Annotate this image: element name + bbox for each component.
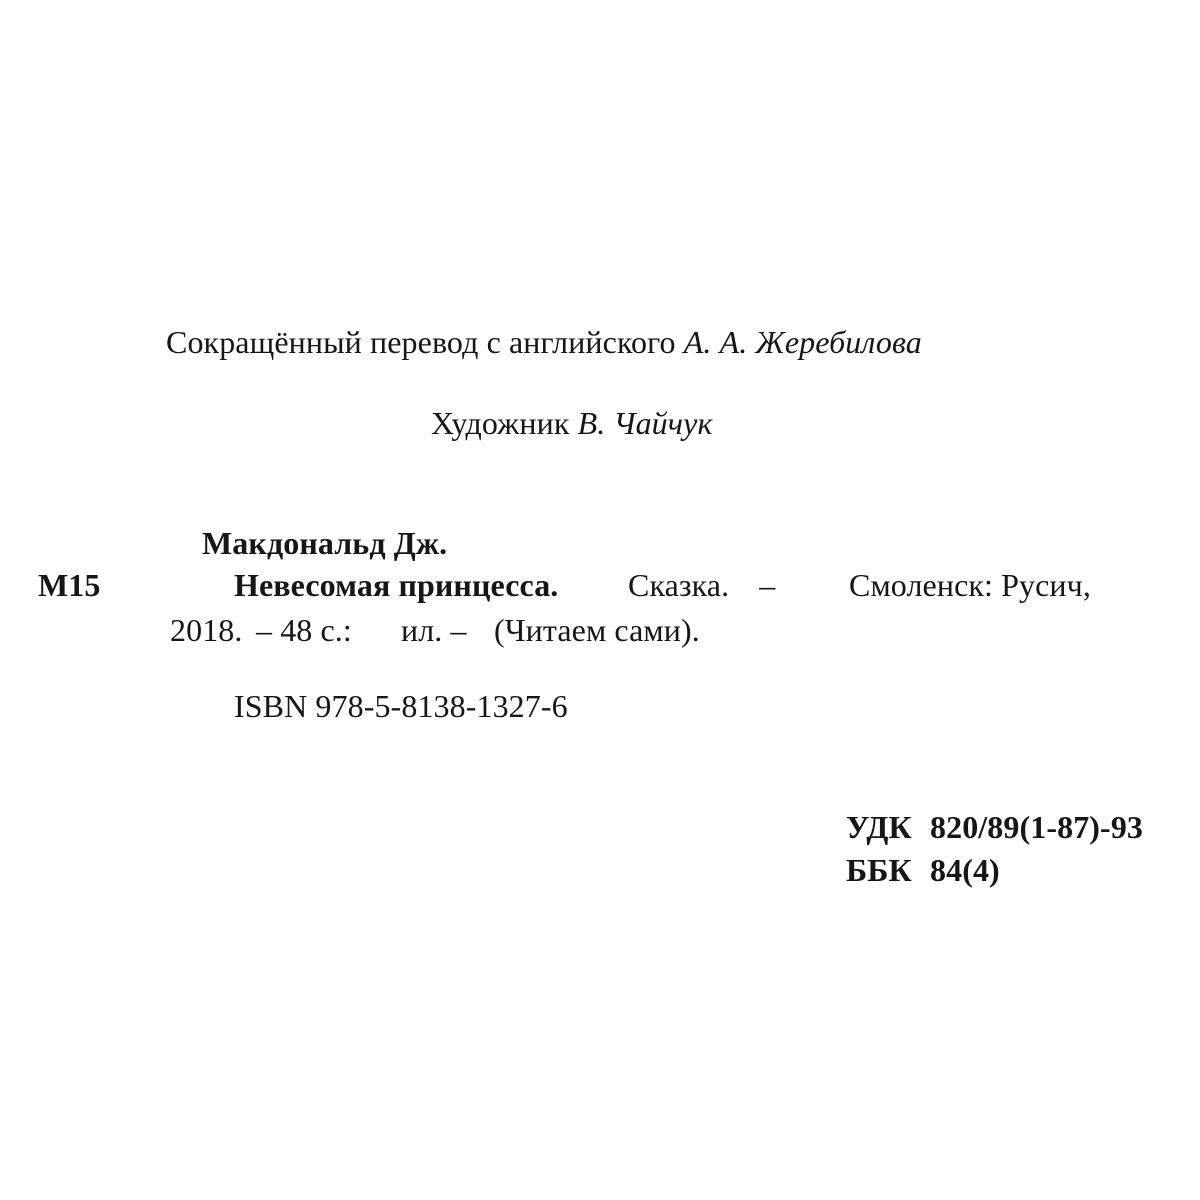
series-name: (Читаем сами). (494, 612, 700, 648)
translation-credit (166, 324, 922, 360)
translator-name: А. А. Жеребилова (683, 324, 922, 360)
artist-name: В. Чайчук (577, 405, 713, 441)
bbk-value: 84(4) (930, 852, 1000, 888)
translation-label: Сокращённый перевод с английского (166, 324, 676, 360)
artist-credit (431, 405, 713, 441)
bibliographic-description-line-2 (170, 612, 700, 648)
publication-year: 2018. (170, 612, 243, 648)
artist-label: Художник (431, 405, 570, 441)
separator-dash: – (759, 567, 776, 603)
book-title: Невесомая принцесса. (234, 567, 559, 603)
book-genre: Сказка. – (628, 567, 776, 603)
illustrations-note: ил. – (401, 612, 467, 648)
place-publisher: Смоленск: Русич, (849, 567, 1091, 603)
bbk-classification (846, 852, 1000, 888)
udk-classification (846, 809, 1143, 845)
bbk-label: ББК (846, 852, 912, 888)
separator-dash: – (450, 612, 467, 648)
udk-label: УДК (846, 809, 912, 845)
author-heading: Макдональд Дж. (202, 525, 448, 561)
isbn: ISBN 978-5-8138-1327-6 (234, 688, 568, 724)
catalog-code: М15 (38, 567, 101, 603)
bibliographic-description-line-1 (234, 567, 1091, 603)
udk-value: 820/89(1-87)-93 (930, 809, 1144, 845)
page-count: – 48 с.: (256, 612, 352, 648)
